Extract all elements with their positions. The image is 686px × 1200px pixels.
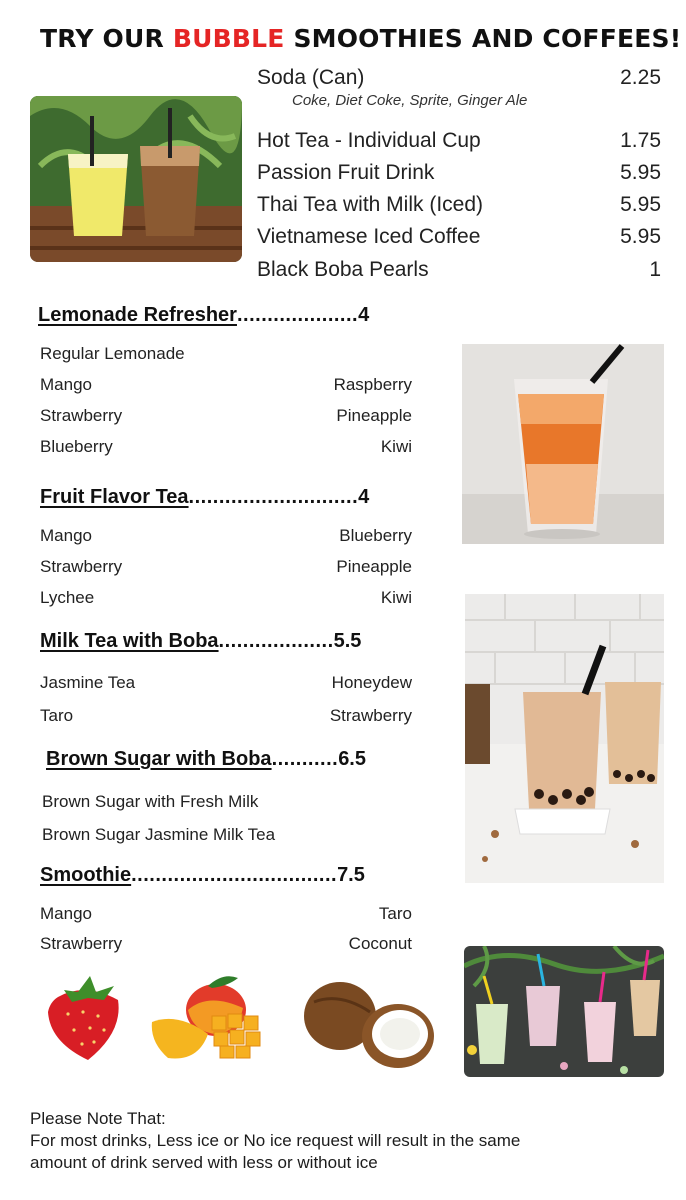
section-name: Smoothie xyxy=(40,864,132,886)
section-title-smoothie xyxy=(40,864,365,887)
drink-name: Black Boba Pearls xyxy=(257,258,429,281)
section-title-fruit-tea xyxy=(40,486,369,509)
thai-tea-photo xyxy=(462,344,664,544)
menu-item: Taro xyxy=(378,904,412,923)
menu-item: Mango xyxy=(40,904,92,923)
menu-item: Strawberry xyxy=(40,934,123,953)
drink-name: Passion Fruit Drink xyxy=(257,161,435,184)
strawberry-icon xyxy=(38,972,132,1066)
drink-price: 5.95 xyxy=(620,161,661,184)
section-dots: ............................ xyxy=(188,486,359,508)
section-dots: ........... xyxy=(271,748,339,770)
section-name: Milk Tea with Boba xyxy=(40,630,219,652)
headline-prefix: TRY OUR xyxy=(40,24,173,53)
menu-item: Mango xyxy=(40,375,92,394)
menu-item: Blueberry xyxy=(40,437,113,456)
drink-row xyxy=(257,127,661,155)
drink-name: Vietnamese Iced Coffee xyxy=(257,225,481,248)
menu-item: Jasmine Tea xyxy=(40,673,136,692)
section-price: 7.5 xyxy=(337,864,365,886)
drink-price: 5.95 xyxy=(620,193,661,216)
menu-item: Taro xyxy=(40,706,74,725)
section-title-milk-tea xyxy=(40,630,361,653)
section-price: 6.5 xyxy=(338,748,366,770)
drink-name: Soda (Can) xyxy=(257,66,365,89)
menu-item: Kiwi xyxy=(380,588,412,607)
menu-item: Brown Sugar Jasmine Milk Tea xyxy=(42,825,276,844)
section-name: Brown Sugar with Boba xyxy=(46,748,272,770)
headline-suffix: SMOOTHIES AND COFFEES! xyxy=(284,24,682,53)
section-price: 4 xyxy=(358,304,370,326)
section-dots: ................... xyxy=(218,630,334,652)
drink-name: Thai Tea with Milk (Iced) xyxy=(257,193,484,216)
drink-price: 2.25 xyxy=(620,66,661,89)
menu-headline xyxy=(40,24,681,53)
menu-item: Strawberry xyxy=(40,557,123,576)
soda-flavors: Coke, Diet Coke, Sprite, Ginger Ale xyxy=(292,92,528,109)
menu-item: Strawberry xyxy=(329,706,412,725)
drink-name: Hot Tea - Individual Cup xyxy=(257,129,481,152)
bubble-teas-photo xyxy=(464,946,664,1077)
section-name: Fruit Flavor Tea xyxy=(40,486,189,508)
note-line: amount of drink served with less or without ice xyxy=(30,1153,378,1172)
menu-item: Brown Sugar with Fresh Milk xyxy=(42,792,259,811)
menu-item: Strawberry xyxy=(40,406,123,425)
drink-row xyxy=(257,159,661,187)
note-heading: Please Note That: xyxy=(30,1109,166,1128)
section-price: 4 xyxy=(358,486,370,508)
menu-item: Honeydew xyxy=(331,673,412,692)
section-price: 5.5 xyxy=(333,630,362,652)
menu-item: Lychee xyxy=(40,588,95,607)
section-name: Lemonade Refresher xyxy=(38,304,237,326)
section-title-brown-sugar xyxy=(46,748,366,771)
section-dots: .................... xyxy=(236,304,359,326)
drink-price: 1 xyxy=(649,258,661,281)
menu-item: Mango xyxy=(40,526,92,545)
section-title-lemonade xyxy=(38,304,369,327)
menu-item: Regular Lemonade xyxy=(40,344,185,363)
drink-price: 5.95 xyxy=(620,225,661,248)
headline-accent: BUBBLE xyxy=(172,24,285,53)
drink-row xyxy=(257,64,661,92)
drink-price: 1.75 xyxy=(620,129,661,152)
menu-item: Kiwi xyxy=(380,437,412,456)
section-dots: .................................. xyxy=(131,864,338,886)
coconut-icon xyxy=(300,972,438,1076)
menu-item: Pineapple xyxy=(336,557,412,576)
mango-icon xyxy=(148,972,276,1064)
note-line: For most drinks, Less ice or No ice request will result in the same xyxy=(30,1131,521,1150)
menu-item: Blueberry xyxy=(339,526,412,545)
menu-item: Raspberry xyxy=(333,375,412,394)
menu-item: Coconut xyxy=(348,934,412,953)
drink-row xyxy=(257,223,661,251)
drink-row xyxy=(257,191,661,219)
lemonade-coffee-photo xyxy=(30,96,242,262)
drink-row xyxy=(257,256,661,284)
menu-item: Pineapple xyxy=(336,406,412,425)
milk-tea-photo xyxy=(465,594,664,883)
